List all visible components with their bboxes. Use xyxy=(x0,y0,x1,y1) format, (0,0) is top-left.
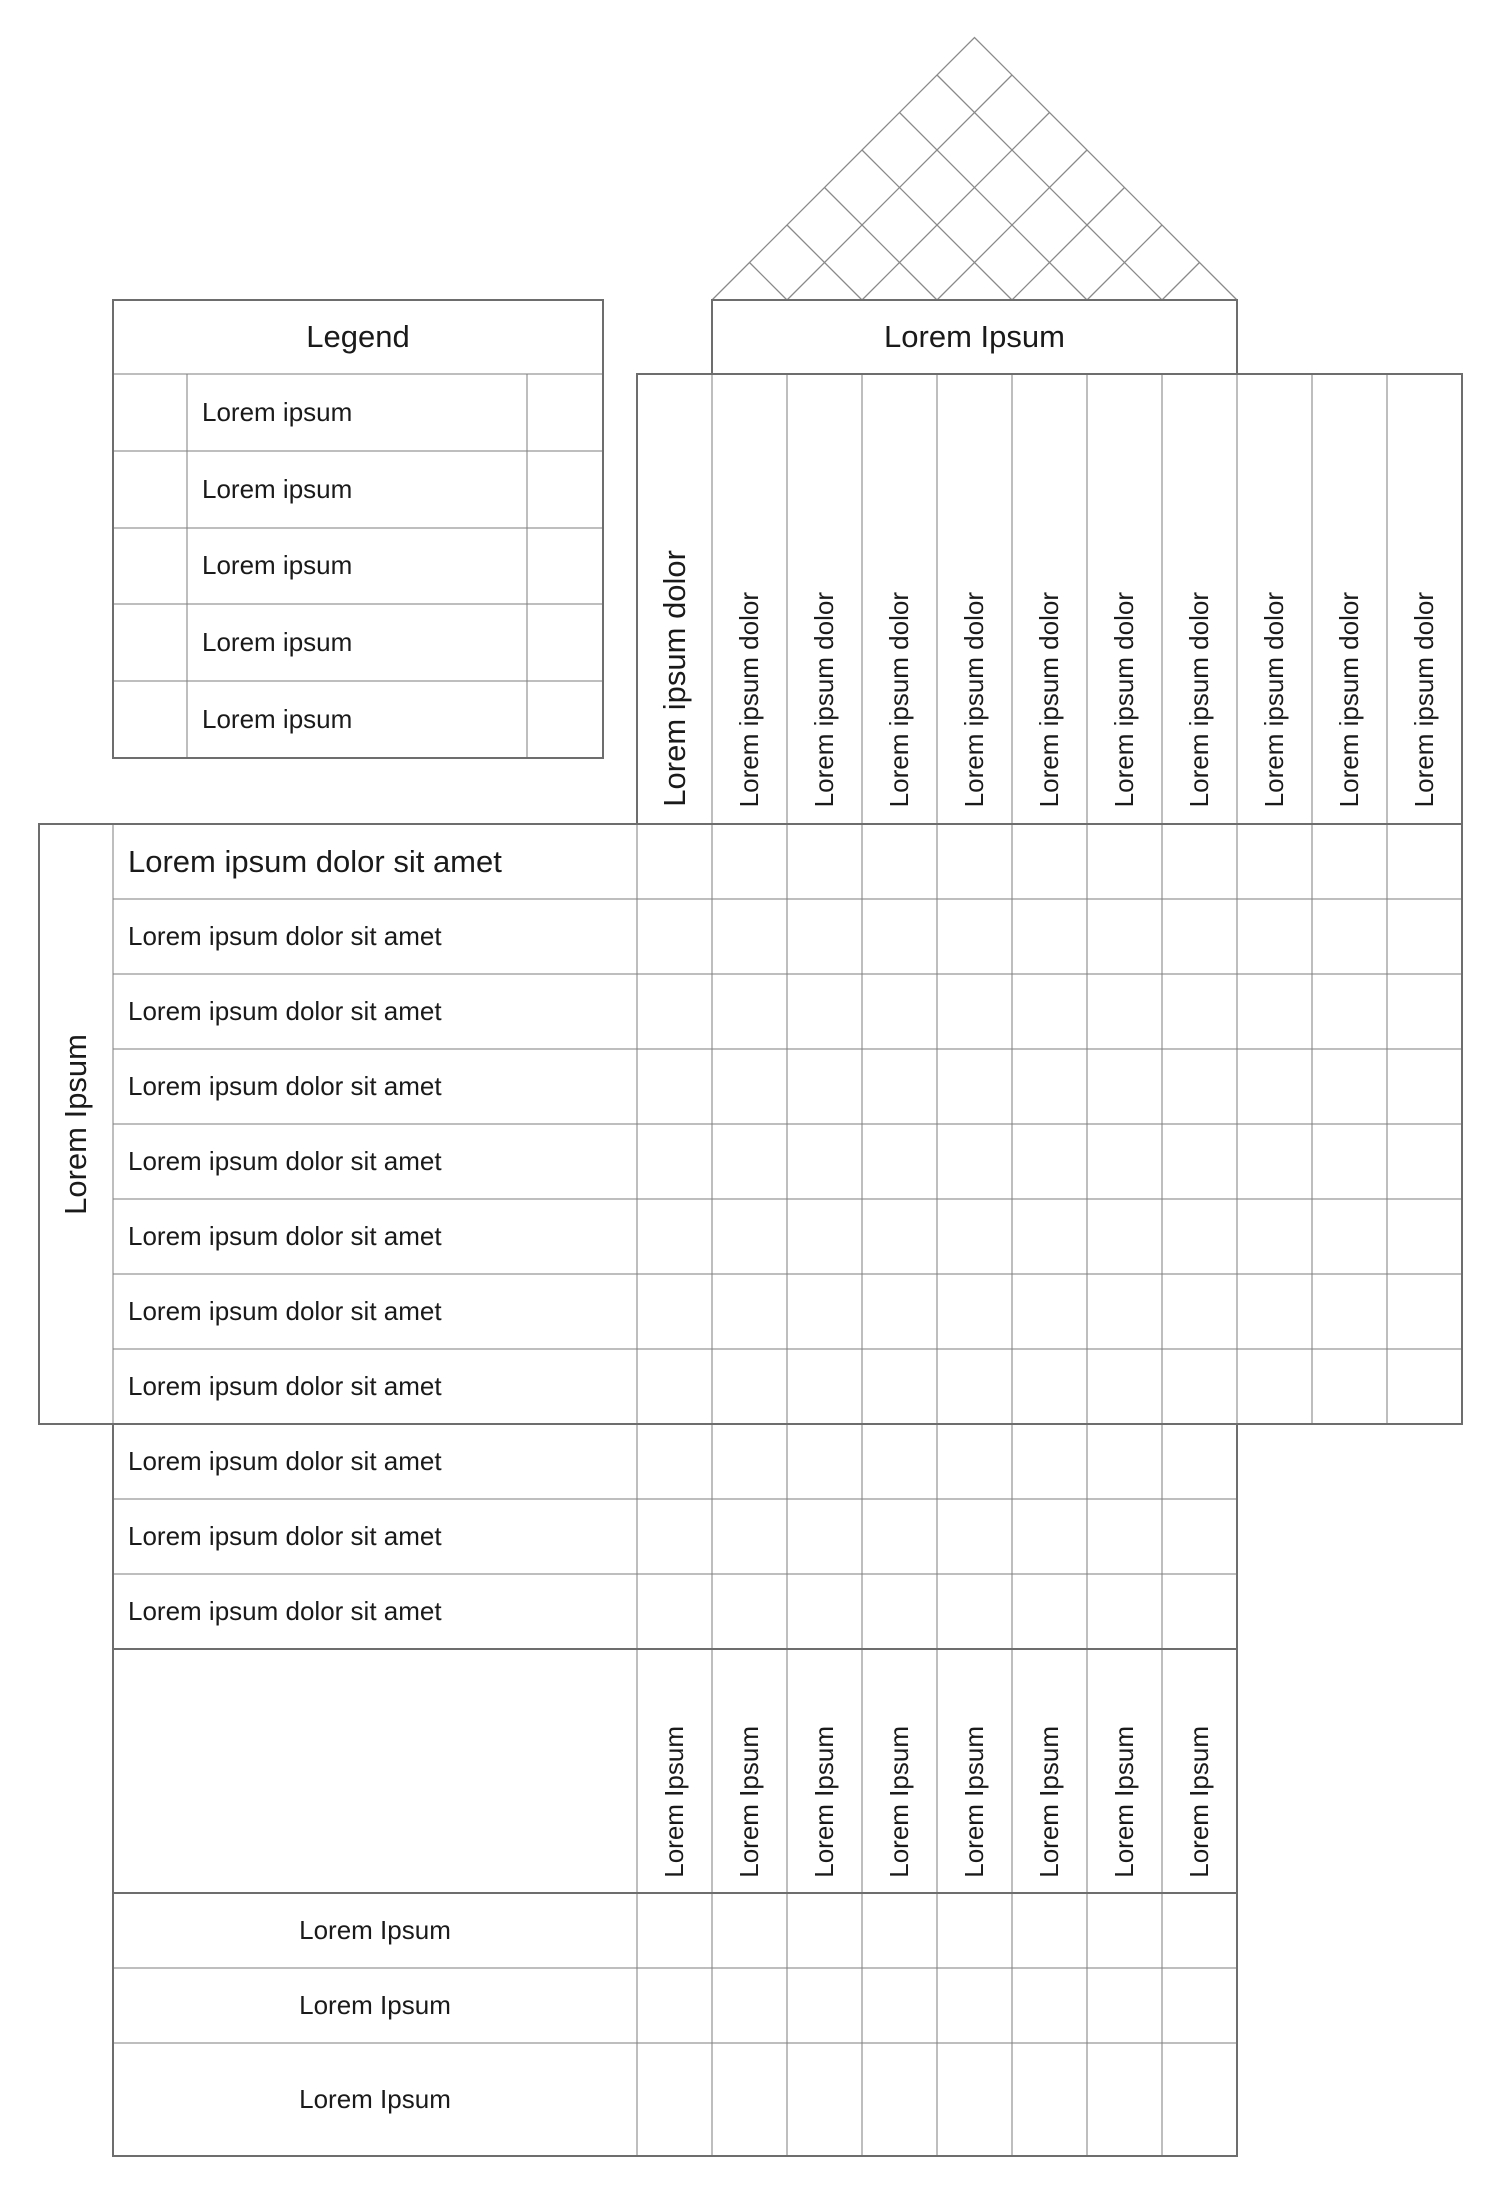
row-label: Lorem ipsum dolor sit amet xyxy=(128,1520,442,1551)
left-axis xyxy=(39,824,113,1424)
column-header: Lorem ipsum dolor xyxy=(1408,591,1439,807)
column-header: Lorem ipsum dolor xyxy=(733,591,764,807)
row-label: Lorem ipsum dolor sit amet xyxy=(128,1295,442,1326)
row-label: Lorem ipsum dolor sit amet xyxy=(128,1070,442,1101)
column-header: Lorem ipsum dolor xyxy=(883,591,914,807)
legend-title: Legend xyxy=(306,319,410,355)
bottom-column-label: Lorem Ipsum xyxy=(883,1726,914,1878)
legend-item: Lorem ipsum xyxy=(202,396,353,427)
bottom-column-label: Lorem Ipsum xyxy=(1108,1726,1139,1878)
bottom-row-label: Lorem Ipsum xyxy=(299,1989,451,2020)
bottom-column-label: Lorem Ipsum xyxy=(733,1726,764,1878)
row-label-primary: Lorem ipsum dolor sit amet xyxy=(128,843,502,879)
column-header-primary xyxy=(637,374,712,824)
left-axis-label: Lorem Ipsum xyxy=(58,1033,94,1215)
column-header: Lorem ipsum dolor xyxy=(808,591,839,807)
column-header-primary-label: Lorem ipsum dolor xyxy=(656,550,692,807)
roof-band-title: Lorem Ipsum xyxy=(884,319,1065,355)
column-header: Lorem ipsum dolor xyxy=(1183,591,1214,807)
bottom-row-label: Lorem Ipsum xyxy=(299,1914,451,1945)
legend-item: Lorem ipsum xyxy=(202,703,353,734)
column-header: Lorem ipsum dolor xyxy=(1033,591,1064,807)
column-header: Lorem ipsum dolor xyxy=(1258,591,1289,807)
legend-item: Lorem ipsum xyxy=(202,473,353,504)
row-label: Lorem ipsum dolor sit amet xyxy=(128,1220,442,1251)
row-label: Lorem ipsum dolor sit amet xyxy=(128,920,442,951)
legend-item: Lorem ipsum xyxy=(202,550,353,581)
row-label: Lorem ipsum dolor sit amet xyxy=(128,1595,442,1626)
row-label: Lorem ipsum dolor sit amet xyxy=(128,1445,442,1476)
bottom-column-label: Lorem Ipsum xyxy=(808,1726,839,1878)
bottom-column-label: Lorem Ipsum xyxy=(1183,1726,1214,1878)
row-label: Lorem ipsum dolor sit amet xyxy=(128,1145,442,1176)
column-header: Lorem ipsum dolor xyxy=(1333,591,1364,807)
column-header: Lorem ipsum dolor xyxy=(958,591,989,807)
legend-item: Lorem ipsum xyxy=(202,626,353,657)
roof-lattice xyxy=(712,38,1237,301)
row-label: Lorem ipsum dolor sit amet xyxy=(128,995,442,1026)
bottom-column-label: Lorem Ipsum xyxy=(958,1726,989,1878)
row-label: Lorem ipsum dolor sit amet xyxy=(128,1370,442,1401)
bottom-column-label: Lorem Ipsum xyxy=(658,1726,689,1878)
column-header: Lorem ipsum dolor xyxy=(1108,591,1139,807)
bottom-row-label: Lorem Ipsum xyxy=(299,2083,451,2114)
bottom-column-label: Lorem Ipsum xyxy=(1033,1726,1064,1878)
